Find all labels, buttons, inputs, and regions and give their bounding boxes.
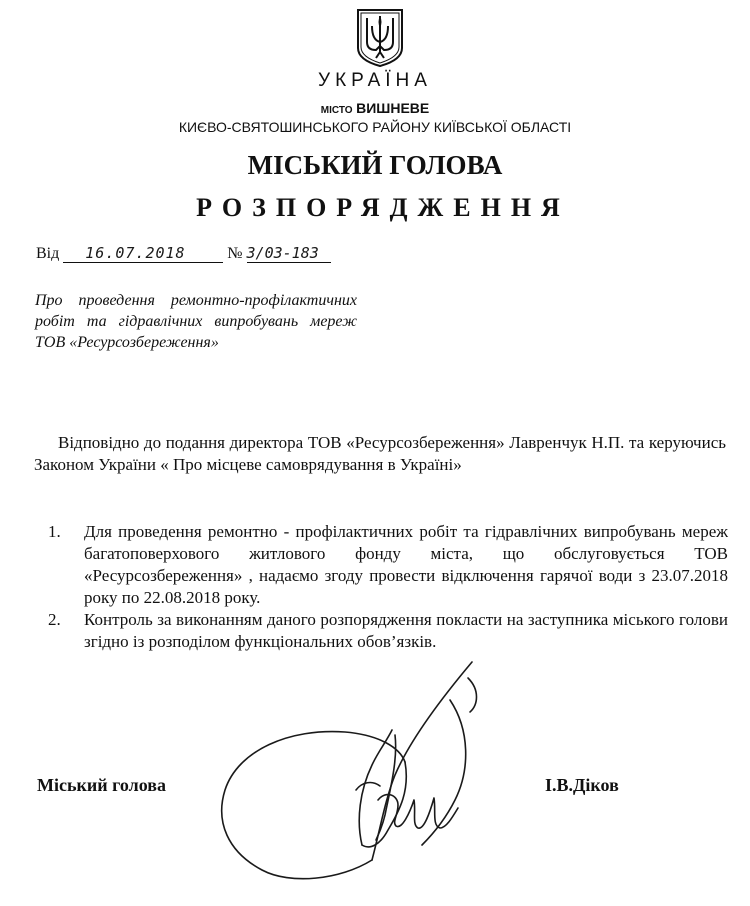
document-subject: Про проведення ремонтно-профілактичних робіт та гідравлічних випробувань мереж ТОВ «Ресурсозбереження» bbox=[35, 292, 357, 351]
order-item bbox=[48, 521, 728, 609]
order-item bbox=[48, 609, 728, 653]
date-label: Від bbox=[36, 245, 60, 262]
item-number: 2. bbox=[48, 610, 61, 629]
coat-of-arms-icon bbox=[356, 8, 404, 68]
item-number: 1. bbox=[48, 522, 61, 541]
number-value: 3/03-183 bbox=[247, 245, 331, 263]
signatory-title: Міський голова bbox=[37, 775, 166, 795]
item-text: Для проведення ремонтно - профілактичних робіт та гідравлічних випробувань мереж багатоповерхового житлового фонду міста, що обслуговується ТОВ «Ресурсозбереження» , надаємо згоду провести відключення гарячої води з 23.07.2018 року по 22.08.2018 року. bbox=[84, 522, 728, 607]
issuer-title: МІСЬКИЙ ГОЛОВА bbox=[247, 150, 503, 180]
preamble: Відповідно до подання директора ТОВ «Ресурсозбереження» Лавренчук Н.П. та керуючись Законом України « Про місцеве самоврядування в Україні» bbox=[34, 433, 726, 474]
district-name: КИЄВО-СВЯТОШИНСЬКОГО РАЙОНУ КИЇВСЬКОЇ ОБЛАСТІ bbox=[178, 119, 572, 135]
number-label: № bbox=[227, 245, 243, 262]
order-items bbox=[48, 521, 728, 653]
country-name: УКРАЇНА bbox=[318, 70, 432, 91]
city-line bbox=[0, 100, 750, 116]
date-value: 16.07.2018 bbox=[63, 245, 223, 263]
document-type: РОЗПОРЯДЖЕННЯ bbox=[196, 193, 570, 222]
item-text: Контроль за виконанням даного розпорядження покласти на заступника міського голови згідно із розподілом функціональних обов’язків. bbox=[84, 610, 728, 651]
city-prefix: МІСТО bbox=[320, 105, 353, 116]
date-number-row bbox=[36, 245, 331, 263]
city-name: ВИШНЕВЕ bbox=[356, 100, 430, 116]
signatory-name: І.В.Діков bbox=[545, 775, 619, 795]
